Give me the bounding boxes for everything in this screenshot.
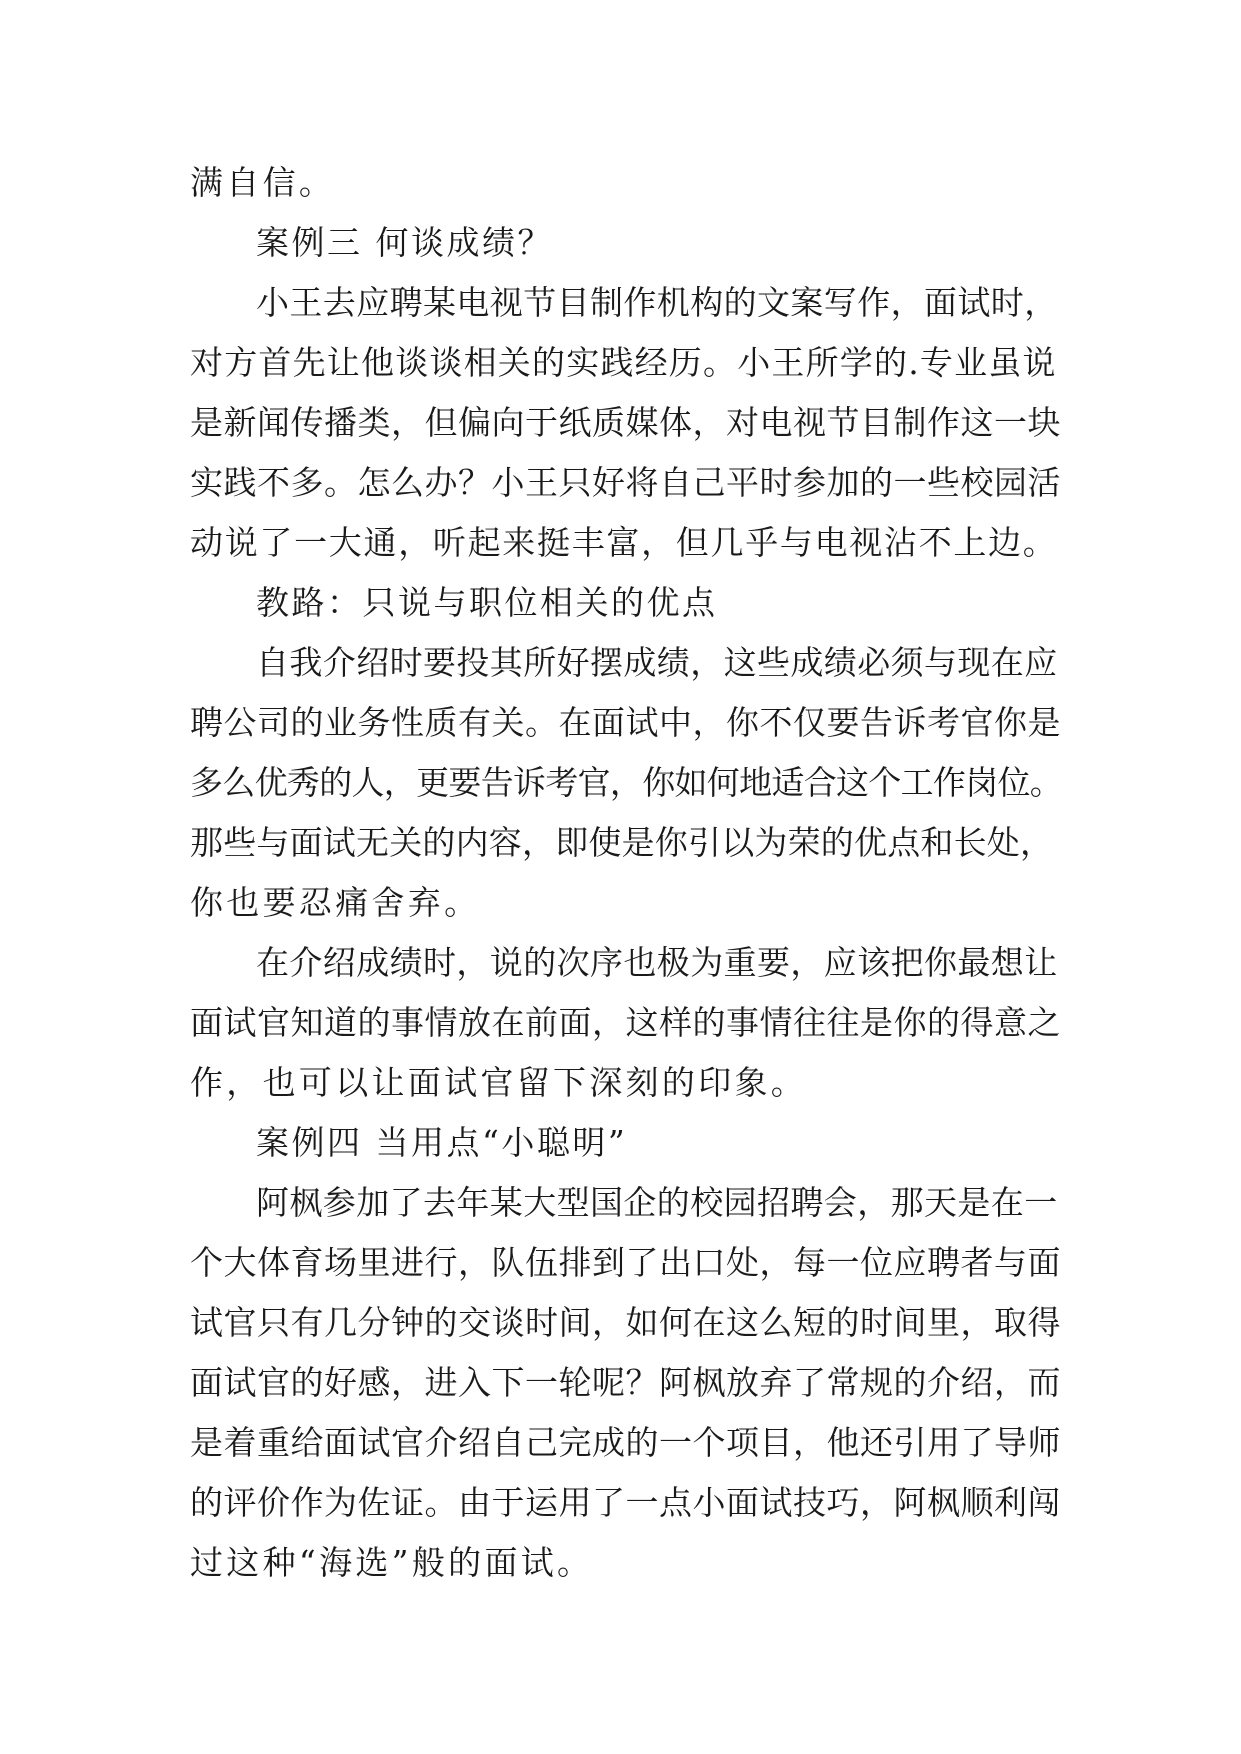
paragraph-line: 阿枫参加了去年某大型国企的校园招聘会，那天是在一 <box>256 1183 1058 1222</box>
paragraph-line: 个大体育场里进行，队伍排到了出口处，每一位应聘者与面 <box>190 1243 1061 1282</box>
paragraph-line: 那些与面试无关的内容，即使是你引以为荣的优点和长处， <box>190 823 1054 862</box>
paragraph-line: 满自信。 <box>190 163 336 202</box>
paragraph-line: 在介绍成绩时，说的次序也极为重要，应该把你最想让 <box>256 943 1058 982</box>
paragraph-line: 聘公司的业务性质有关。在面试中，你不仅要告诉考官你是 <box>190 703 1061 742</box>
paragraph-line: 实践不多。怎么办？小王只好将自己平时参加的一些校园活 <box>190 463 1061 502</box>
section-heading: 案例四 当用点“小聪明” <box>256 1123 628 1162</box>
paragraph-line: 是着重给面试官介绍自己完成的一个项目，他还引用了导师 <box>190 1423 1061 1462</box>
paragraph-line: 动说了一大通，听起来挺丰富，但几乎与电视沾不上边。 <box>190 523 1058 562</box>
paragraph-line: 试官只有几分钟的交谈时间，如何在这么短的时间里，取得 <box>190 1303 1061 1342</box>
paragraph-line: 面试官知道的事情放在前面，这样的事情往往是你的得意之 <box>190 1003 1061 1042</box>
paragraph-line: 面试官的好感，进入下一轮呢？阿枫放弃了常规的介绍，而 <box>190 1363 1061 1402</box>
paragraph-line: 是新闻传播类，但偏向于纸质媒体，对电视节目制作这一块 <box>190 403 1061 442</box>
section-heading: 案例三 何谈成绩？ <box>256 223 553 262</box>
section-heading: 教路：只说与职位相关的优点 <box>256 583 718 622</box>
paragraph-line: 多么优秀的人，更要告诉考官，你如何地适合这个工作岗位。 <box>190 763 1063 802</box>
paragraph-line: 自我介绍时要投其所好摆成绩，这些成绩必须与现在应 <box>256 643 1058 682</box>
paragraph-line: 的评价作为佐证。由于运用了一点小面试技巧，阿枫顺利闯 <box>190 1483 1061 1522</box>
paragraph-line: 作，也可以让面试官留下深刻的印象。 <box>190 1063 808 1102</box>
paragraph-line: 小王去应聘某电视节目制作机构的文案写作，面试时， <box>256 283 1058 322</box>
paragraph-line: 你也要忍痛舍弃。 <box>190 883 481 922</box>
paragraph-line: 过这种“海选”般的面试。 <box>190 1543 594 1582</box>
paragraph-line: 对方首先让他谈谈相关的实践经历。小王所学的.专业虽说 <box>190 343 1057 382</box>
